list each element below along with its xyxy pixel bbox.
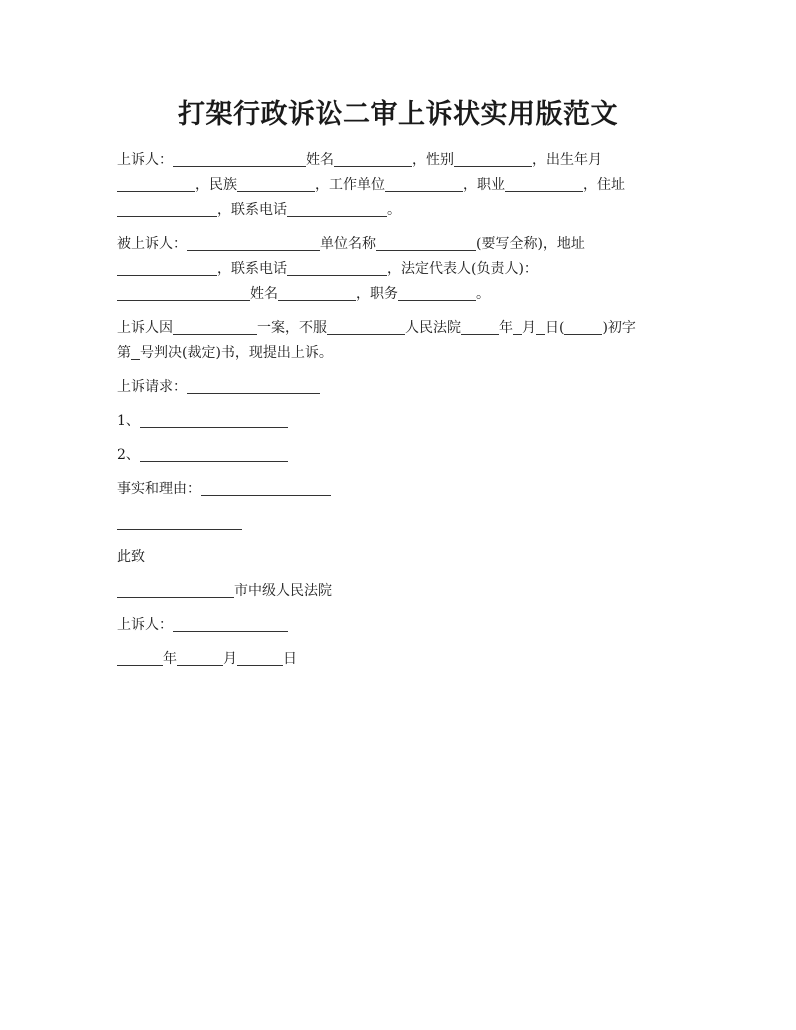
- appellant-address-label: ，住址: [583, 177, 625, 193]
- reason-text: 年: [499, 320, 513, 336]
- legalrep-blank: [117, 286, 250, 301]
- appellant-ethnicity-label: ，民族: [195, 177, 237, 193]
- sign-month-blank: [177, 651, 223, 666]
- reason-text: 上诉人因: [117, 320, 173, 336]
- reason-paragraph: [117, 316, 677, 366]
- position-blank: [398, 286, 476, 301]
- reason-text: 第: [117, 345, 131, 361]
- respondent-paragraph: [117, 232, 677, 307]
- address-blank: [117, 202, 217, 217]
- facts-continuation-line: [117, 511, 677, 536]
- ethnicity-blank: [237, 177, 315, 192]
- claims-label: 上诉请求：: [117, 379, 187, 395]
- appellant-birth-label: ，出生年月: [532, 152, 602, 168]
- claims-label-line: [117, 375, 677, 400]
- appellant-occupation-label: ，职业: [463, 177, 505, 193]
- facts-blank: [201, 481, 331, 496]
- respondent-fullname-note: (要写全称)，地址: [476, 236, 585, 252]
- case-number-blank: [131, 345, 140, 360]
- claim-2-blank: [140, 447, 288, 462]
- date-line: [117, 647, 677, 672]
- reason-text: 号判决(裁定)书，现提出上诉。: [140, 345, 333, 361]
- gender-blank: [454, 152, 532, 167]
- respondent-name-blank: [278, 286, 356, 301]
- court-name: 市中级人民法院: [234, 583, 332, 599]
- claims-blank: [187, 379, 320, 394]
- employer-blank: [385, 177, 463, 192]
- city-blank: [117, 583, 234, 598]
- respondent-unit-label: 单位名称: [320, 236, 376, 252]
- case-year-blank: [564, 320, 602, 335]
- respondent-address-blank: [117, 261, 217, 276]
- claim-number-2: 2、: [117, 447, 140, 463]
- claim-item-2: [117, 443, 677, 468]
- reason-text: 月: [522, 320, 536, 336]
- day-blank: [536, 320, 545, 335]
- salutation-line: [117, 545, 677, 570]
- document-body: [117, 148, 677, 681]
- sign-day-blank: [237, 651, 283, 666]
- year-label: 年: [163, 651, 177, 667]
- appellant-gender-label: ，性别: [412, 152, 454, 168]
- respondent-phone-label: ，联系电话: [217, 261, 287, 277]
- appellant-paragraph: [117, 148, 677, 223]
- claim-1-blank: [140, 413, 288, 428]
- respondent-position-label: ，职务: [356, 286, 398, 302]
- case-blank: [173, 320, 257, 335]
- month-label: 月: [223, 651, 237, 667]
- facts-label-line: [117, 477, 677, 502]
- respondent-label: 被上诉人：: [117, 236, 187, 252]
- month-blank: [513, 320, 522, 335]
- facts-label: 事实和理由：: [117, 481, 201, 497]
- birth-blank: [117, 177, 195, 192]
- reason-text: )初字: [602, 320, 636, 336]
- appellant-name-label: 姓名: [306, 152, 334, 168]
- court-blank: [327, 320, 405, 335]
- unit-name-blank: [376, 236, 476, 251]
- day-label: 日: [283, 651, 297, 667]
- facts-continuation-blank: [117, 515, 242, 530]
- name-blank: [334, 152, 412, 167]
- respondent-end: 。: [476, 286, 490, 302]
- appellant-blank: [173, 152, 306, 167]
- respondent-name-label: 姓名: [250, 286, 278, 302]
- respondent-legalrep-label: ，法定代表人(负责人)：: [387, 261, 538, 277]
- reason-text: 日(: [545, 320, 565, 336]
- phone-blank: [287, 202, 387, 217]
- respondent-blank: [187, 236, 320, 251]
- appellant-label: 上诉人：: [117, 152, 173, 168]
- court-line: [117, 579, 677, 604]
- signer-blank: [173, 617, 288, 632]
- occupation-blank: [505, 177, 583, 192]
- claim-item-1: [117, 409, 677, 434]
- appellant-end: 。: [387, 202, 401, 218]
- respondent-phone-blank: [287, 261, 387, 276]
- reason-text: 一案，不服: [257, 320, 327, 336]
- reason-text: 人民法院: [405, 320, 461, 336]
- appellant-phone-label: ，联系电话: [217, 202, 287, 218]
- signer-line: [117, 613, 677, 638]
- signer-label: 上诉人：: [117, 617, 173, 633]
- claim-number-1: 1、: [117, 413, 140, 429]
- document-title: 打架行政诉讼二审上诉状实用版范文: [178, 99, 618, 130]
- salutation: 此致: [117, 549, 145, 565]
- year-blank: [461, 320, 499, 335]
- appellant-employer-label: ，工作单位: [315, 177, 385, 193]
- sign-year-blank: [117, 651, 163, 666]
